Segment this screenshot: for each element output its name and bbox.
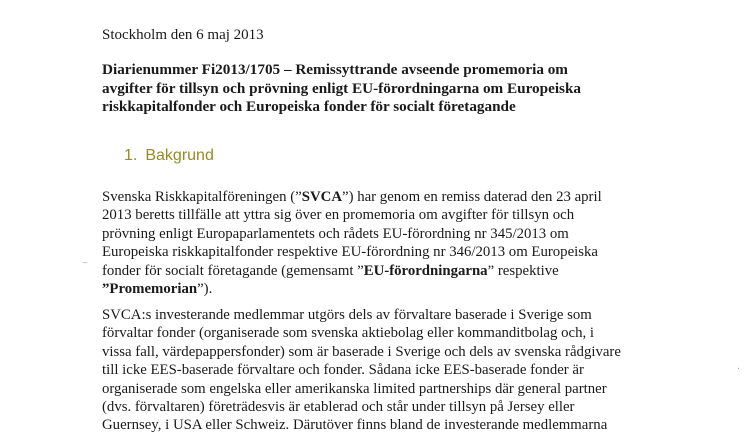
paragraph-line: Europeiska riskkapitalfonder respektive EU-förordning nr 346/2013 om Europeiska — [102, 244, 598, 261]
defined-term: SVCA — [301, 189, 343, 205]
text-span: ” — [102, 281, 110, 298]
margin-mark-left: ⁻ — [82, 258, 89, 272]
paragraph-line — [102, 262, 722, 280]
section-number: 1. — [124, 147, 138, 164]
title-line-3: riskkapitalfonder och Europeiska fonder för socialt företagande — [102, 98, 516, 115]
paragraph-members — [102, 306, 722, 435]
section-title: Bakgrund — [145, 147, 214, 164]
text-span: fonder för socialt företagande (gemensamt ” — [102, 262, 364, 279]
dateline: Stockholm den 6 maj 2013 — [102, 27, 264, 43]
paragraph-line: organiserade som engelska eller amerikanska limited partnerships där general partner — [102, 380, 607, 397]
paragraph-line: prövning enligt Europaparlamentets och rådets EU-förordning nr 345/2013 om — [102, 225, 569, 242]
title-line-2: avgifter för tillsyn och prövning enligt EU-förordningarna om Europeiska — [102, 79, 581, 97]
defined-term: EU-förordningarna — [363, 262, 488, 279]
paragraph-background — [102, 188, 722, 298]
paragraph-line: SVCA:s investerande medlemmar utgörs dels av förvaltare baserade i Sverige som — [102, 307, 592, 323]
paragraph-line: vissa fall, värdepappersfonder) som är baserade i Sverige och dels av svenska rådgivare — [102, 343, 621, 360]
text-span: Svenska Riskkapitalföreningen (” — [102, 189, 302, 205]
paragraph-line — [102, 188, 722, 206]
paragraph-line: till icke EES-baserade förvaltare och fonder. Sådana icke EES-baserade fonder är — [102, 362, 584, 379]
text-span: ”). — [197, 281, 213, 298]
document-title — [102, 61, 722, 117]
paragraph-line — [102, 280, 722, 298]
paragraph-line: förvaltar fonder (organiserade som svenska aktiebolag eller kommanditbolag och, i — [102, 325, 594, 342]
margin-mark-right: · — [737, 364, 741, 375]
title-line-1: Diarienummer Fi2013/1705 – Remissyttrande avseende promemoria om — [102, 61, 568, 78]
text-span: ”) har genom en remiss daterad den 23 april — [342, 189, 602, 205]
section-heading — [124, 146, 214, 166]
paragraph-line: 2013 beretts tillfälle att yttra sig över en promemoria om avgifter för tillsyn och — [102, 207, 575, 224]
paragraph-line: (dvs. förvaltaren) företrädesvis är etablerad och står under tillsyn på Jersey eller — [102, 399, 575, 416]
text-span: ” respektive — [487, 262, 559, 279]
paragraph-line: Guernsey, i USA eller Schweiz. Därutöver finns bland de investerande medlemmarna — [102, 417, 608, 434]
defined-term: Promemorian — [109, 281, 198, 298]
